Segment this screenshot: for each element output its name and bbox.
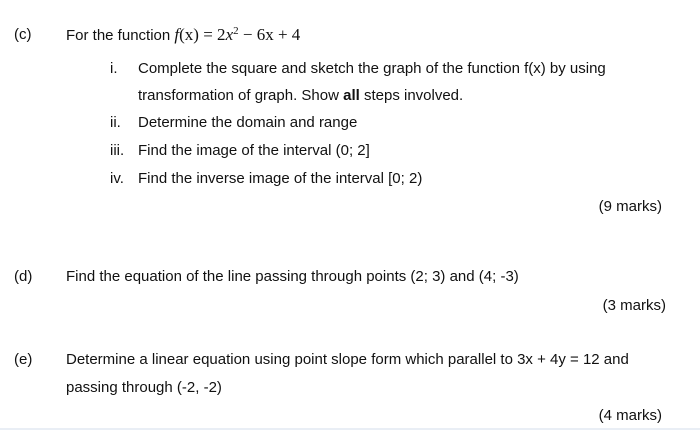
function-exponent: 2 xyxy=(233,25,239,37)
question-d-label: (d) xyxy=(14,268,33,285)
question-c-label: (c) xyxy=(14,26,32,43)
item-text-after-bold: steps involved. xyxy=(359,87,464,104)
item-text: Find the inverse image of the interval [0; 2) xyxy=(138,170,423,187)
item-text: Complete the square and sketch the graph of the function f(x) by using xyxy=(138,60,606,77)
item-numeral: ii. xyxy=(110,114,121,131)
question-e-line-2: passing through (-2, -2) xyxy=(66,379,222,396)
function-expression xyxy=(174,25,300,44)
item-numeral: i. xyxy=(110,60,118,77)
question-e-line-1: Determine a linear equation using point slope form which parallel to 3x + 4y = 12 and xyxy=(66,351,629,368)
item-text: Determine the domain and range xyxy=(138,114,358,131)
question-c-intro xyxy=(66,26,300,45)
item-text-before-bold: transformation of graph. Show xyxy=(138,87,344,104)
item-numeral: iv. xyxy=(110,170,124,187)
question-c-item-1-continued xyxy=(138,87,463,105)
question-e-label: (e) xyxy=(14,351,33,368)
item-text: Find the image of the interval (0; 2] xyxy=(138,142,370,159)
question-c-intro-text: For the function xyxy=(66,27,175,44)
function-variable: x xyxy=(225,25,234,44)
question-d-marks: (3 marks) xyxy=(602,297,666,314)
function-name: f xyxy=(174,25,180,44)
function-remainder: − 6x + 4 xyxy=(238,25,301,44)
question-c-item-3 xyxy=(110,142,370,160)
question-c-item-2 xyxy=(110,114,357,132)
item-text-bold: all xyxy=(343,87,360,104)
item-numeral: iii. xyxy=(110,142,125,159)
function-argument: (x) = 2 xyxy=(179,25,226,44)
question-c-item-1 xyxy=(110,60,606,78)
question-d-text: Find the equation of the line passing through points (2; 3) and (4; -3) xyxy=(66,268,519,285)
question-e-marks: (4 marks) xyxy=(598,407,662,424)
question-c-marks: (9 marks) xyxy=(598,198,662,215)
question-c-item-4 xyxy=(110,170,422,188)
